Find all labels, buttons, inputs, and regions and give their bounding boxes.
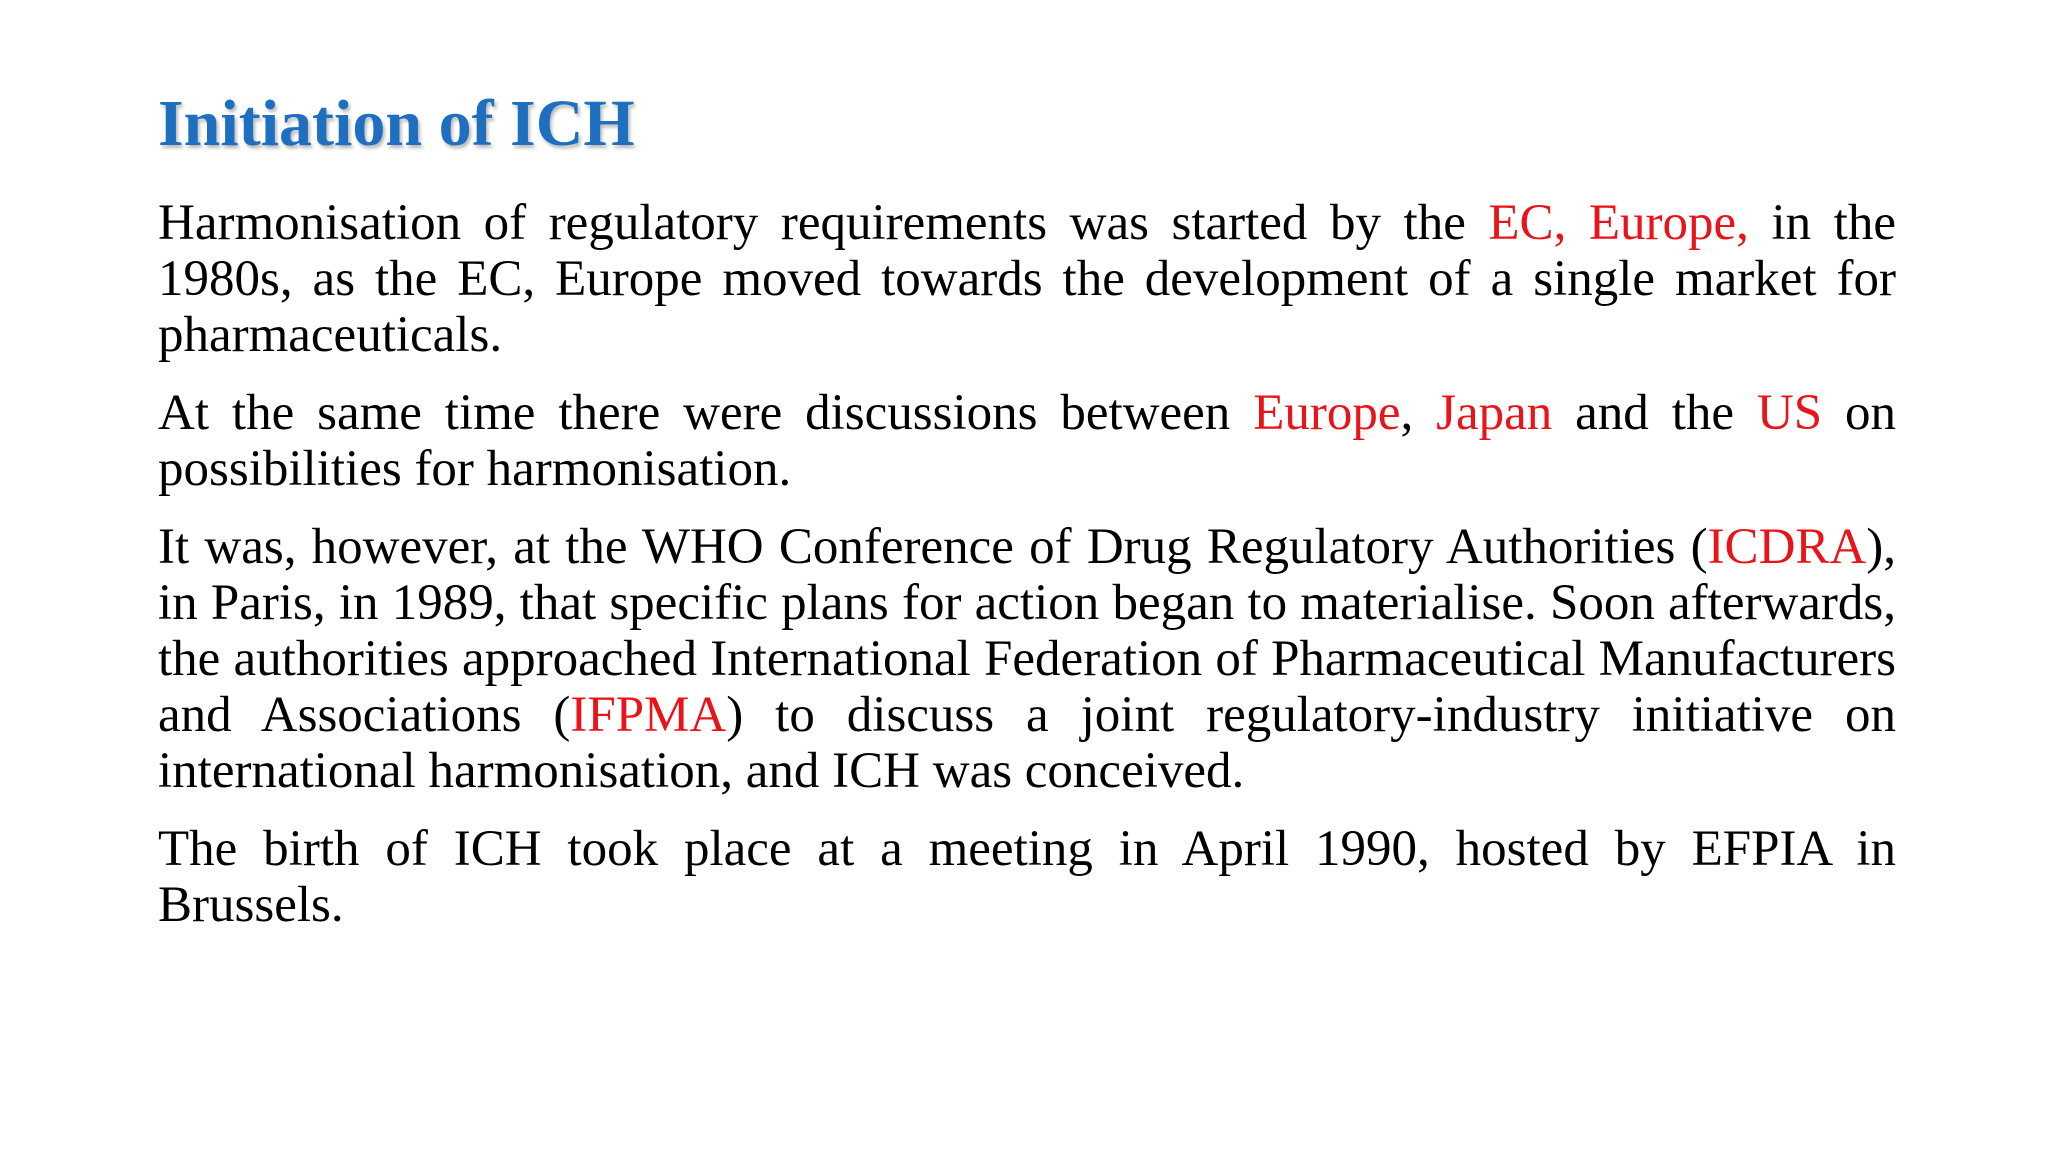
text-segment: ) to discuss a joint regulatory-industry initiative on international harmonisation, and ICH was conceived. <box>158 687 1896 799</box>
text-segment: and the <box>1552 385 1757 441</box>
text-segment: , <box>1400 385 1437 441</box>
text-segment: At the same time there were discussions between <box>158 385 1254 441</box>
highlighted-text: Japan <box>1436 385 1553 441</box>
highlighted-text: EC, Europe, <box>1488 195 1749 251</box>
highlighted-text: IFPMA <box>570 687 727 743</box>
highlighted-text: US <box>1756 385 1823 441</box>
text-segment: The birth of ICH took place at a meeting in April 1990, hosted by EFPIA in Brussels. <box>158 821 1896 933</box>
paragraph-1 <box>158 195 1896 363</box>
text-segment: It was, however, at the WHO Conference of Drug Regulatory Authorities ( <box>158 519 1708 575</box>
highlighted-text: Europe <box>1253 385 1401 441</box>
highlighted-text: ICDRA <box>1707 519 1867 575</box>
paragraph-2 <box>158 385 1896 497</box>
paragraph-3 <box>158 519 1896 799</box>
text-segment: in the 1980s, as the EC, Europe moved towards the development of a single market for pharmaceuticals. <box>158 195 1896 363</box>
text-segment: ), in Paris, in 1989, that specific plans for action began to materialise. Soon afterwards, the authorities approached International Federation of Pharmaceutical Manufacturers and Associations ( <box>158 519 1896 743</box>
paragraph-4 <box>158 821 1896 933</box>
slide-title: Initiation of ICH <box>158 87 635 160</box>
text-segment: on possibilities for harmonisation. <box>158 385 1897 497</box>
slide-body <box>158 195 1896 955</box>
text-segment: Harmonisation of regulatory requirements was started by the <box>158 195 1489 251</box>
